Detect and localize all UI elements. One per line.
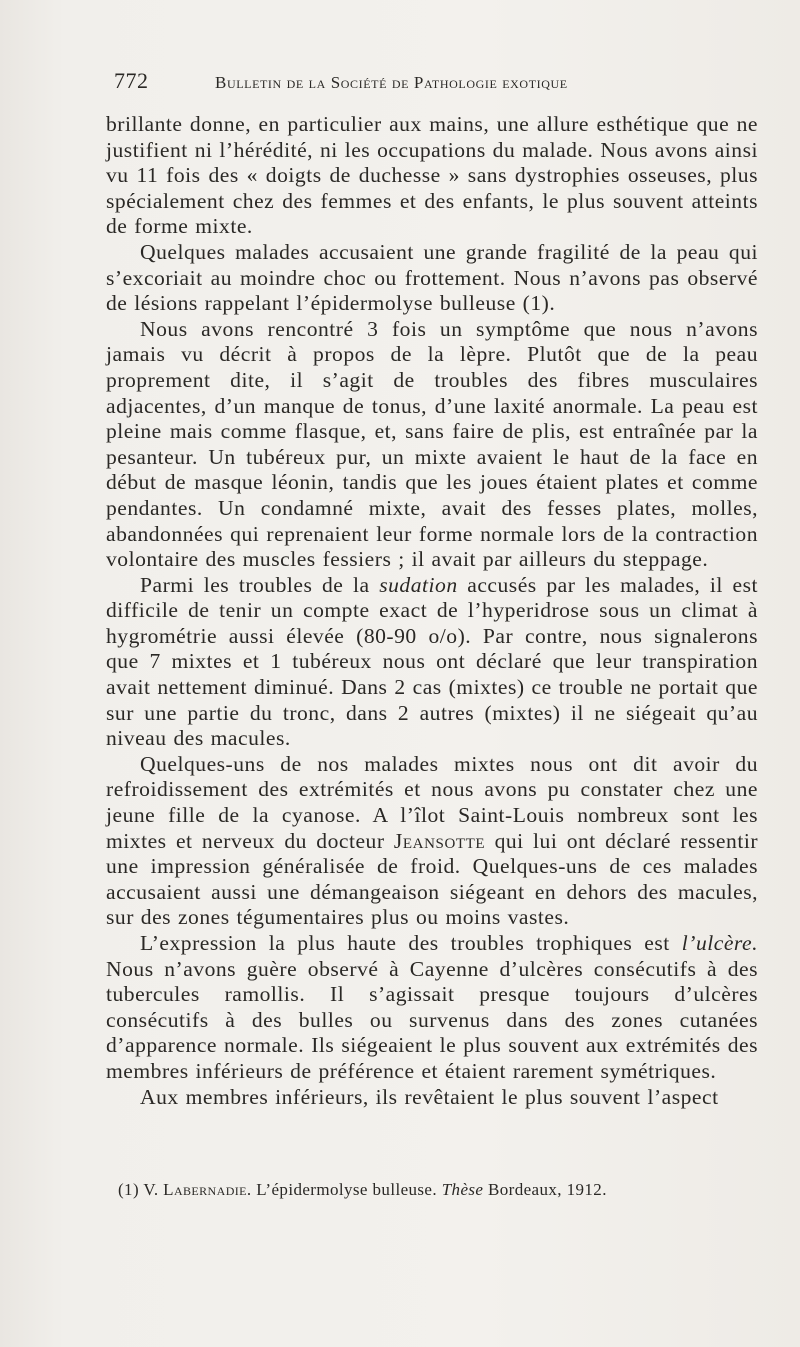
paragraph-sudation xyxy=(106,573,758,752)
ulcere-term: l’ulcère. xyxy=(681,931,758,955)
refroidissement-lead: Quelques-uns de nos malades mixtes nous ont dit avoir du refroidissement des extrémités et nous avons pu constater chez une jeune fille de la cyanose. A l’îlot Saint-Louis nombreux sont les mixtes et nerveux du docteur xyxy=(106,751,758,853)
ulcere-rest: Nous n’avons guère observé à Cayenne d’ulcères consécutifs à des tubercules ramollis. Il s’agissait presque toujours d’ulcères consécutifs à des bulles ou survenus dans des zones cutanées d’apparence normale. Ils siégeaient le plus souvent aux extrémités des membres inférieurs de préférence et étaient rarement symétriques. xyxy=(106,956,758,1083)
paragraph-ulcere xyxy=(106,931,758,1085)
paragraph-membres: Aux membres inférieurs, ils revêtaient le plus souvent l’aspect xyxy=(140,1084,719,1109)
footnote-marker: (1) V. xyxy=(118,1180,159,1199)
footnote-author: Labernadie. xyxy=(163,1180,252,1199)
article-body xyxy=(106,112,758,1110)
sudation-lead: Parmi les troubles de la xyxy=(140,572,380,597)
doctor-name: Jeansotte xyxy=(393,828,486,853)
paragraph-tonus: Nous avons rencontré 3 fois un symptôme que nous n’avons jamais vu décrit à propos de la lèpre. Plutôt que de la peau proprement dite, il s’agit de troubles des fibres musculaires adjacentes, d’un manque de tonus, d’une laxité anormale. La peau est pleine mais comme flasque, et, sans faire de plis, est entraînée par la pesanteur. Un tubéreux pur, un mixte avaient le haut de la face en début de masque léonin, tandis que les joues étaient plates et comme pendantes. Un condamné mixte, avait des fesses plates, molles, abandonnées qui reprenaient leur forme normale lors de la contraction volontaire des muscles fessiers ; il avait par ailleurs du steppage. xyxy=(106,316,758,572)
footnote-title: L’épidermolyse bulleuse. xyxy=(256,1180,438,1199)
page-header xyxy=(114,68,714,98)
ulcere-lead: L’expression la plus haute des troubles trophiques est xyxy=(140,931,682,955)
running-title: Bulletin de la Société de Pathologie exotique xyxy=(215,73,568,92)
paragraph-continued: brillante donne, en particulier aux mains, une allure esthétique que ne justifient ni l’hérédité, ni les occupations du malade. Nous avons ainsi vu 11 fois des « doigts de duchesse » sans dystrophies osseuses, plus spécialement chez des femmes et des enfants, le plus souvent atteints de forme mixte. xyxy=(106,112,758,239)
footnote xyxy=(118,1180,758,1200)
paragraph-refroidissement xyxy=(106,752,758,931)
sudation-term: sudation xyxy=(379,572,458,597)
sudation-rest: accusés par les malades, il est difficile de tenir un compte exact de l’hyperidrose sous un climat à hygrométrie aussi élevée (80-90 o/o). Par contre, nous signalerons que 7 mixtes et 1 tubéreux nous ont déclaré que leur transpiration avait nettement diminué. Dans 2 cas (mixtes) ce trouble ne portait que sur une partie du tronc, dans 2 autres (mixtes) il ne siégeait qu’au niveau des macules. xyxy=(106,572,759,751)
refroidissement-rest: qui lui ont déclaré ressentir une impression généralisée de froid. Quelques-uns de ces malades accusaient aussi une démangeaison siégeant en dehors des macules, sur des zones tégumentaires plus ou moins vastes. xyxy=(106,828,759,930)
footnote-place-year: Bordeaux, 1912. xyxy=(488,1180,607,1199)
page-number: 772 xyxy=(114,68,149,93)
footnote-thesis: Thèse xyxy=(441,1180,484,1199)
paragraph-fragilite: Quelques malades accusaient une grande fragilité de la peau qui s’excoriait au moindre choc ou frottement. Nous n’avons pas observé de lésions rappelant l’épidermolyse bulleuse (1). xyxy=(106,239,758,316)
